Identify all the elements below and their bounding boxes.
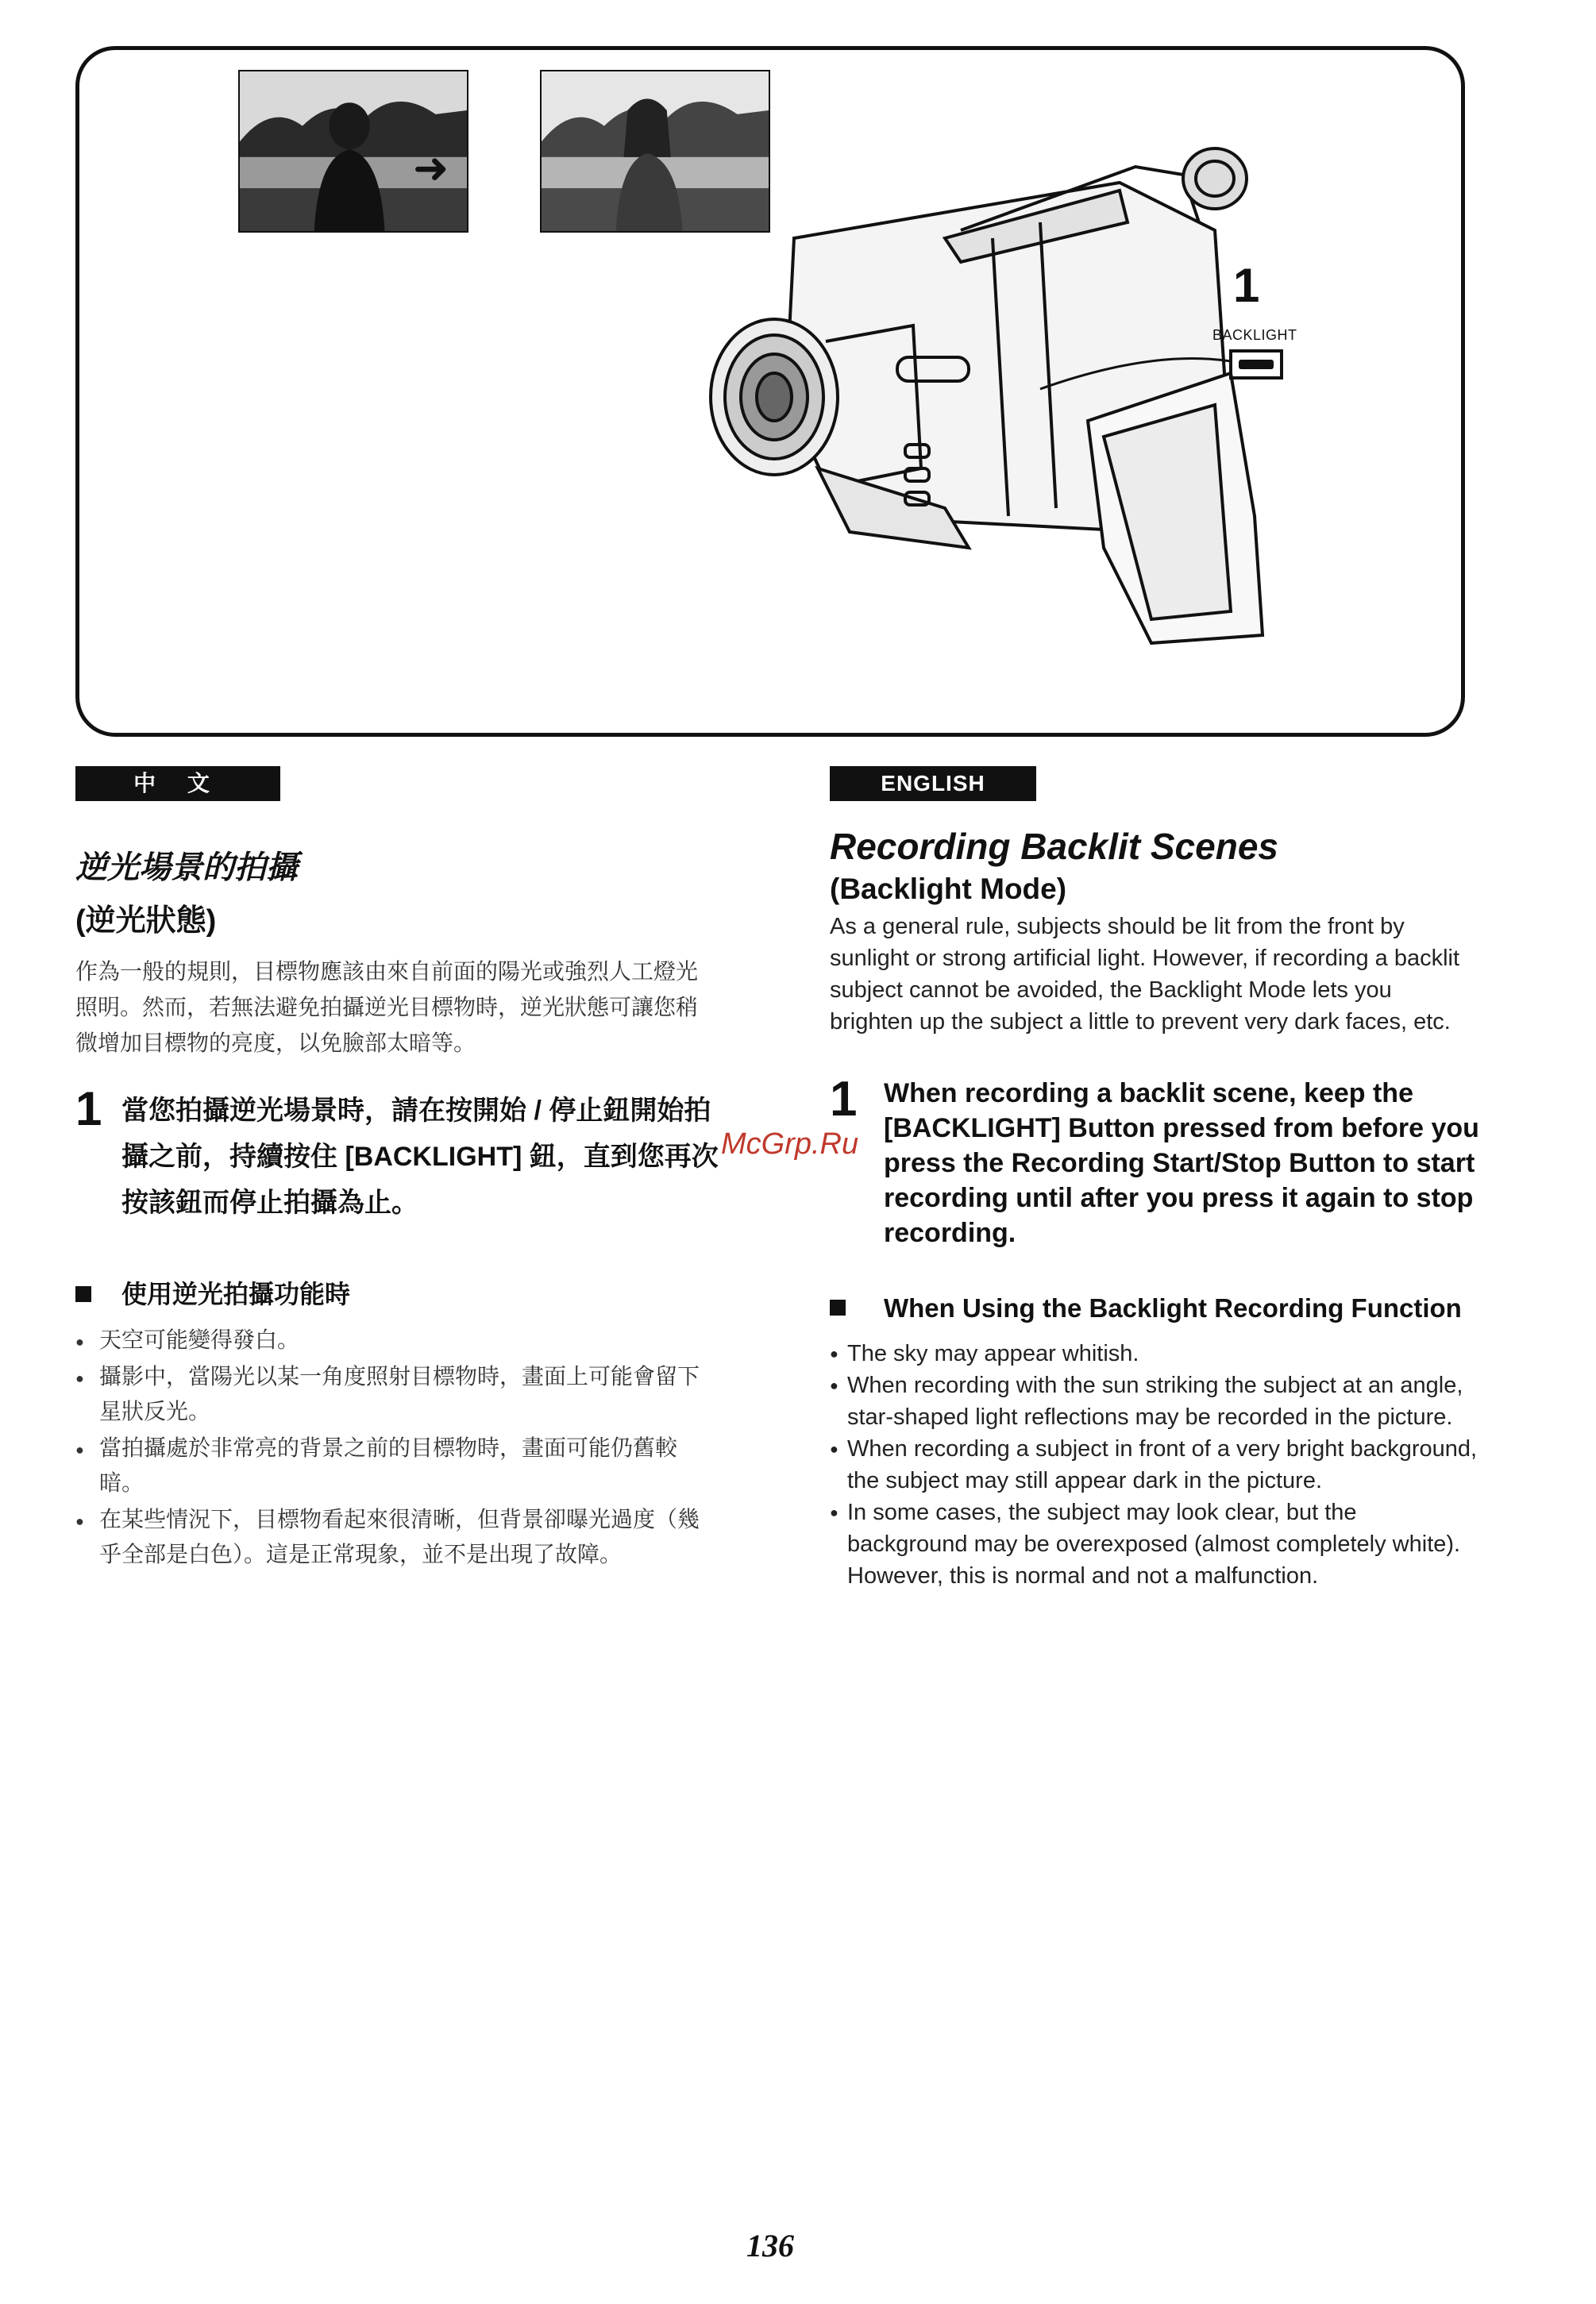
callout-number: 1	[1233, 259, 1260, 312]
english-subtitle: (Backlight Mode)	[830, 873, 1067, 905]
square-bullet-icon	[830, 1300, 846, 1316]
list-item: ● 在某些情況下，目標物看起來很清晰，但背景卻曝光過度（幾乎全部是白色）。這是正常現象，並不是出現了故障。	[75, 1502, 719, 1572]
chinese-language-tag: 中 文	[75, 766, 280, 801]
watermark: McGrp.Ru	[721, 1127, 859, 1161]
english-title: Recording Backlit Scenes	[830, 826, 1278, 867]
chinese-intro: 作為一般的規則，目標物應該由來自前面的陽光或強烈人工燈光照明。然而，若無法避免拍攝逆光目標物時，逆光狀態可讓您稍微增加目標物的亮度，以免臉部太暗等。	[75, 959, 699, 1055]
english-step-1	[830, 1072, 1481, 1250]
chinese-bullet-list	[75, 1323, 719, 1572]
chinese-title: 逆光場景的拍攝	[75, 850, 298, 885]
english-bullet-list	[830, 1338, 1481, 1592]
step-number: 1	[75, 1082, 102, 1135]
english-section-heading-text: When Using the Backlight Recording Function	[884, 1293, 1462, 1323]
list-item: ● 當拍攝處於非常亮的背景之前的目標物時，畫面可能仍舊較暗。	[75, 1431, 719, 1501]
list-item: ● 天空可能變得發白。	[75, 1323, 719, 1358]
list-item: ● When recording a subject in front of a very bright background, the subject may still appear dark in the picture.	[830, 1433, 1481, 1497]
list-item: ● The sky may appear whitish.	[830, 1338, 1481, 1370]
list-item: ● 攝影中，當陽光以某一角度照射目標物時，畫面上可能會留下星狀反光。	[75, 1359, 719, 1429]
chinese-column	[75, 766, 719, 1574]
english-column	[830, 766, 1481, 1592]
camcorder-illustration	[707, 135, 1310, 675]
arrow-icon: ➜	[413, 144, 449, 192]
list-item: ● In some cases, the subject may look clear, but the background may be overexposed (almost completely white). However, this is normal and not a malfunction.	[830, 1497, 1481, 1592]
english-language-tag: ENGLISH	[830, 766, 1036, 801]
english-step-text: When recording a backlit scene, keep the [BACKLIGHT] Button pressed from before you press the Recording Start/Stop Button to start recording until after you press it again to stop recording.	[884, 1078, 1479, 1248]
english-section-heading	[830, 1290, 1481, 1327]
chinese-step-1	[75, 1082, 719, 1226]
chinese-subtitle: (逆光狀態)	[75, 904, 217, 938]
backlight-button-icon	[1229, 349, 1283, 380]
step-number: 1	[830, 1072, 858, 1127]
list-item: ● When recording with the sun striking the subject at an angle, star-shaped light reflections may be recorded in the picture.	[830, 1370, 1481, 1433]
square-bullet-icon	[75, 1286, 91, 1302]
english-intro: As a general rule, subjects should be lit from the front by sunlight or strong artificial light. However, if recording a backlit subject cannot be avoided, the Backlight Mode lets you brighten up the subject a little to prevent very dark faces, etc.	[830, 914, 1460, 1034]
page-number: 136	[746, 2228, 794, 2264]
chinese-section-heading	[75, 1277, 719, 1312]
chinese-step-text: 當您拍攝逆光場景時，請在按開始 / 停止鈕開始拍攝之前，持續按住 [BACKLIGHT] 鈕，直到您再次按該鈕而停止拍攝為止。	[121, 1096, 719, 1218]
backlight-label: BACKLIGHT	[1212, 327, 1297, 343]
chinese-section-heading-text: 使用逆光拍攝功能時	[121, 1280, 351, 1308]
